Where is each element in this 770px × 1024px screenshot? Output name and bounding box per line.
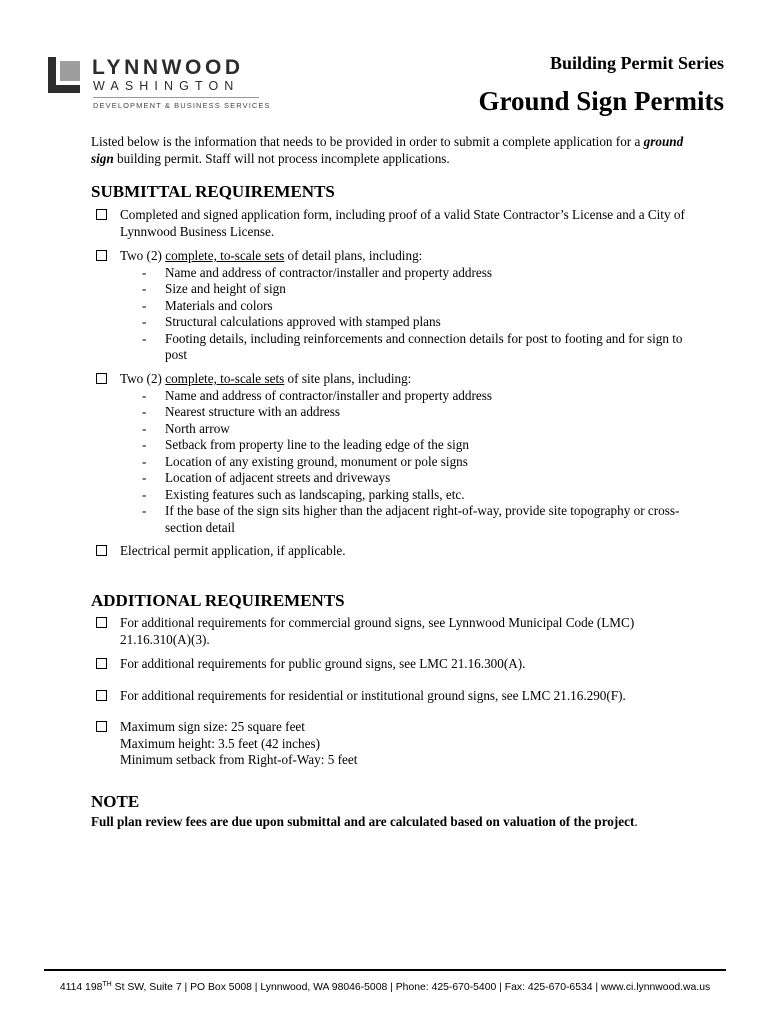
checkbox[interactable] bbox=[96, 658, 107, 669]
checkbox[interactable] bbox=[96, 209, 107, 220]
item-text: For additional requirements for residential or institutional ground signs, see LMC 21.16.290(F). bbox=[120, 688, 626, 703]
checkbox[interactable] bbox=[96, 721, 107, 732]
item-underlined: complete, to-scale sets bbox=[165, 248, 285, 263]
list-item: - Materials and colors bbox=[142, 297, 273, 313]
additional-item-residential bbox=[96, 688, 686, 705]
city-logo bbox=[48, 57, 288, 113]
list-item: - Location of adjacent streets and driveways bbox=[142, 470, 391, 485]
item-suffix: of site plans, including: bbox=[284, 371, 412, 386]
item-underlined: complete, to-scale sets bbox=[165, 371, 285, 386]
checkbox[interactable] bbox=[96, 545, 107, 556]
intro-lead: Listed below is the information that needs to be provided in order to submit a complete application for a bbox=[91, 134, 641, 149]
logo-city-name: LYNNWOOD bbox=[92, 56, 244, 79]
footer-address: 4114 198TH St SW, Suite 7 | PO Box 5008 | Lynnwood, WA 98046-5008 | Phone: 425-670-5400 | Fax: 425-670-6534 | www.ci.lynnwood.wa.us bbox=[59, 981, 711, 993]
note-text: Full plan review fees are due upon submittal and are calculated based on valuation of the project. bbox=[91, 814, 638, 829]
detail-plans-sublist bbox=[96, 265, 686, 364]
item-prefix: Two (2) bbox=[120, 248, 166, 263]
item-text: Electrical permit application, if applicable. bbox=[120, 543, 346, 558]
max-height: Maximum height: 3.5 feet (42 inches) bbox=[120, 735, 320, 751]
list-item: - If the base of the sign sits higher than the adjacent right-of-way, provide site topography or cross-section detail bbox=[142, 503, 680, 535]
checkbox[interactable] bbox=[96, 373, 107, 384]
logo-divider bbox=[93, 97, 259, 98]
list-item: - Footing details, including reinforcements and connection details for post to footing and for sign to post bbox=[142, 330, 683, 362]
logo-state-name: WASHINGTON bbox=[93, 79, 240, 93]
list-item: - Existing features such as landscaping, parking stalls, etc. bbox=[142, 486, 465, 502]
item-prefix: Two (2) bbox=[120, 371, 166, 386]
list-item: - Nearest structure with an address bbox=[142, 404, 341, 419]
item-suffix: of detail plans, including: bbox=[284, 248, 423, 263]
submittal-heading: SUBMITTAL REQUIREMENTS bbox=[91, 182, 335, 201]
submittal-item-electrical bbox=[96, 543, 686, 560]
list-item: - Name and address of contractor/installer and property address bbox=[142, 387, 493, 403]
intro-paragraph bbox=[91, 133, 691, 167]
additional-item-commercial bbox=[96, 615, 686, 648]
additional-item-public bbox=[96, 656, 686, 673]
series-title: Building Permit Series bbox=[550, 53, 724, 73]
intro-emphasis: ground sign bbox=[91, 134, 684, 166]
page-title: Ground Sign Permits bbox=[478, 86, 724, 116]
additional-item-limits bbox=[96, 719, 686, 769]
item-text: For additional requirements for public ground signs, see LMC 21.16.300(A). bbox=[120, 656, 526, 671]
item-text: For additional requirements for commercial ground signs, see Lynnwood Municipal Code (LMC) 21.16.310(A)(3). bbox=[120, 615, 635, 647]
list-item: - Structural calculations approved with stamped plans bbox=[142, 314, 441, 329]
site-plans-sublist bbox=[96, 388, 686, 537]
logo-department: DEVELOPMENT & BUSINESS SERVICES bbox=[93, 101, 271, 110]
list-item: - Setback from property line to the leading edge of the sign bbox=[142, 437, 469, 452]
note-heading: NOTE bbox=[91, 792, 140, 811]
checkbox[interactable] bbox=[96, 250, 107, 261]
intro-tail: building permit. Staff will not process incomplete applications. bbox=[113, 151, 450, 166]
logo-mark-icon bbox=[48, 57, 80, 93]
submittal-item-detail-plans bbox=[96, 248, 686, 364]
submittal-item-application bbox=[96, 207, 686, 240]
list-item: - North arrow bbox=[142, 420, 230, 436]
footer-divider bbox=[44, 969, 726, 971]
max-sign-size: Maximum sign size: 25 square feet bbox=[120, 719, 305, 734]
submittal-item-site-plans bbox=[96, 371, 686, 536]
list-item: - Name and address of contractor/installer and property address bbox=[142, 264, 493, 280]
checkbox[interactable] bbox=[96, 617, 107, 628]
min-setback: Minimum setback from Right-of-Way: 5 feet bbox=[120, 752, 358, 767]
additional-heading: ADDITIONAL REQUIREMENTS bbox=[91, 591, 345, 610]
list-item: - Size and height of sign bbox=[142, 281, 286, 296]
list-item: - Location of any existing ground, monument or pole signs bbox=[142, 453, 468, 469]
checkbox[interactable] bbox=[96, 690, 107, 701]
item-text: Completed and signed application form, including proof of a valid State Contractor’s License and a City of Lynnwood Business License. bbox=[120, 207, 685, 239]
